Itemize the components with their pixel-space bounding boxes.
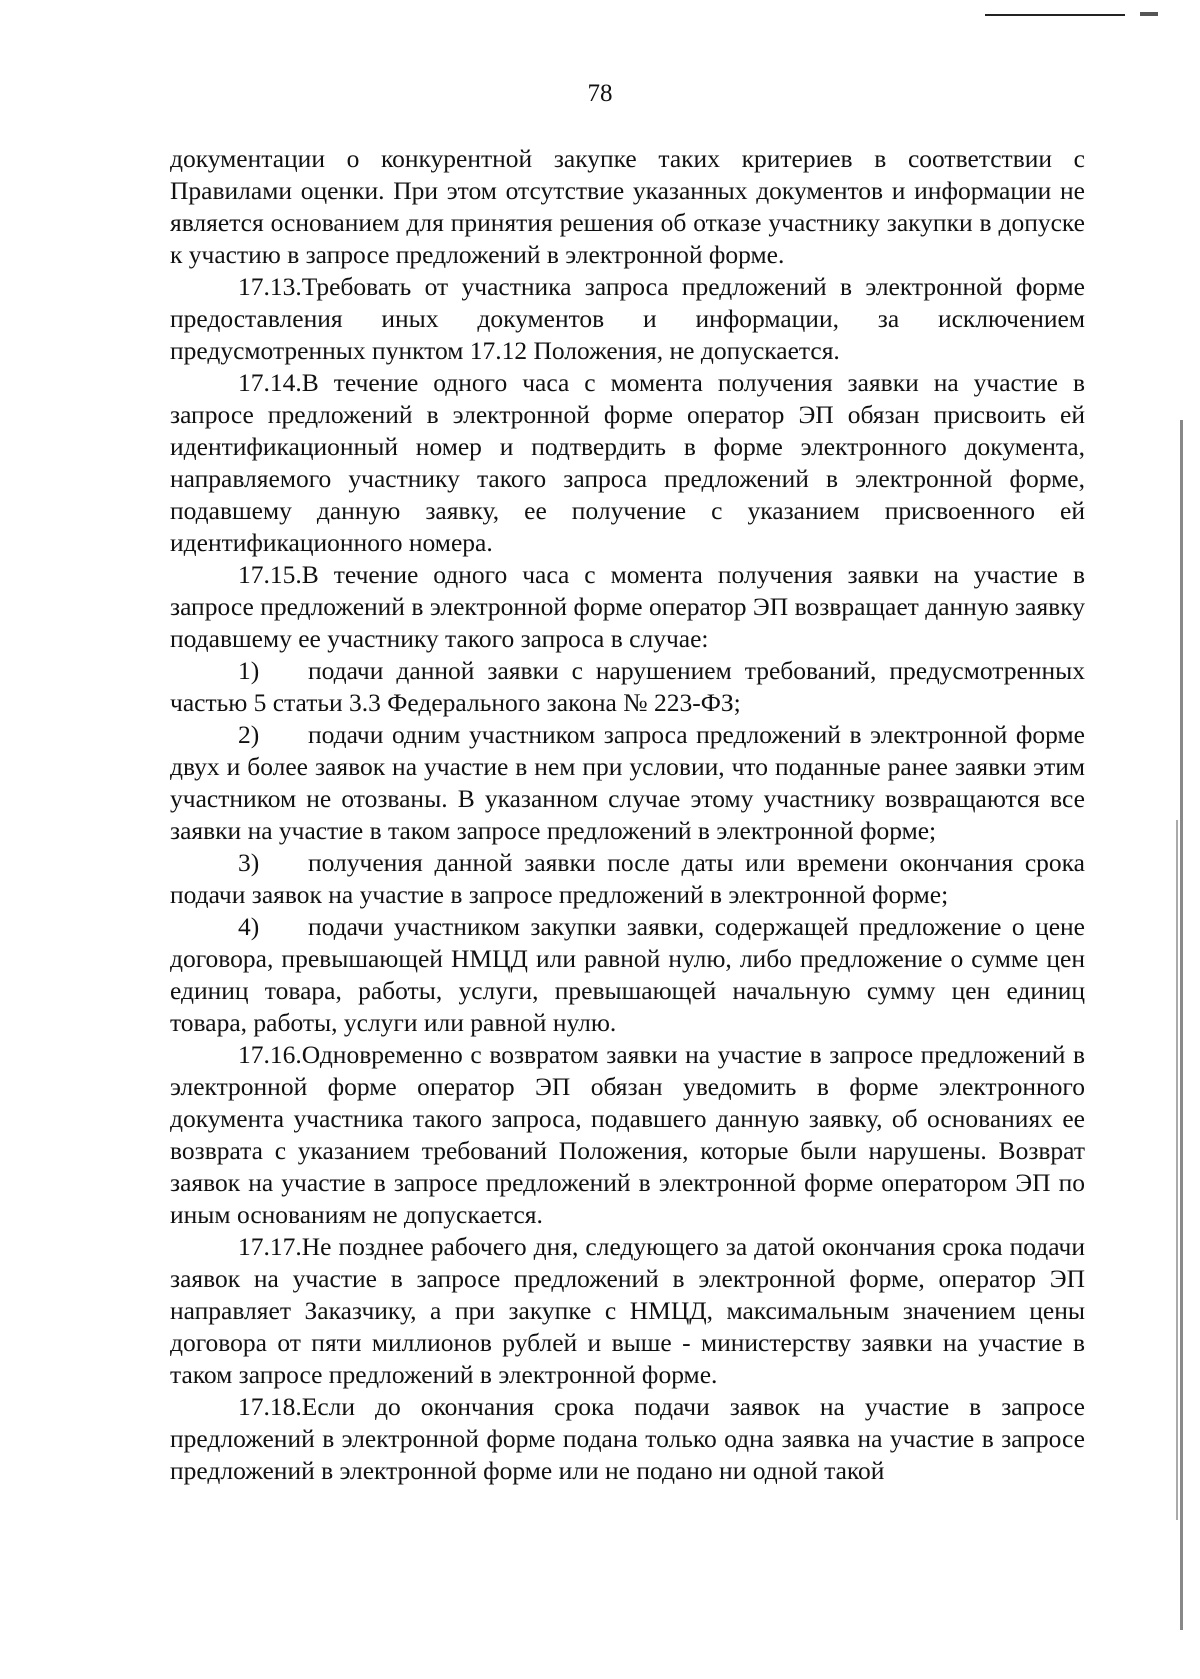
list-item-text: подачи данной заявки с нарушением требований, предусмотренных частью 5 статьи 3.3 Федерального закона № 223-ФЗ; xyxy=(170,656,1085,717)
list-item xyxy=(170,719,1085,847)
paragraph: 17.14.В течение одного часа с момента получения заявки на участие в запросе предложений в электронной форме оператор ЭП обязан присвоить ей идентификационный номер и подтвердить в форме электронного документа, направляемого участнику такого запроса предложений в электронной форме, подавшему данную заявку, ее получение с указанием присвоенного ей идентификационного номера. xyxy=(170,368,1085,557)
list-item-number: 1) xyxy=(238,656,260,685)
paragraph: 17.13.Требовать от участника запроса предложений в электронной форме предоставления иных документов и информации, за исключением предусмотренных пунктом 17.12 Положения, не допускается. xyxy=(170,272,1085,365)
list-item xyxy=(170,655,1085,719)
list-item-text: подачи одним участником запроса предложений в электронной форме двух и более заявок на участие в нем при условии, что поданные ранее заявки этим участником не отозваны. В указанном случае этому участнику возвращаются все заявки на участие в таком запросе предложений в электронной форме; xyxy=(170,720,1085,845)
list-item xyxy=(170,911,1085,1039)
list-item xyxy=(170,847,1085,911)
paragraph: 17.15.В течение одного часа с момента получения заявки на участие в запросе предложений в электронной форме оператор ЭП возвращает данную заявку подавшему ее участнику такого запроса в случае: xyxy=(170,560,1085,653)
paragraph: документации о конкурентной закупке таких критериев в соответствии с Правилами оценки. При этом отсутствие указанных документов и информации не является основанием для принятия решения об отказе участнику закупки в допуске к участию в запросе предложений в электронной форме. xyxy=(170,144,1085,269)
page-number: 78 xyxy=(587,80,613,107)
list-item-text: подачи участником закупки заявки, содержащей предложение о цене договора, превышающей НМЦД или равной нулю, либо предложение о сумме цен единиц товара, работы, услуги, превышающей начальную сумму цен единиц товара, работы, услуги или равной нулю. xyxy=(170,912,1085,1037)
scan-artifact-line xyxy=(985,14,1125,16)
list-item-text: получения данной заявки после даты или времени окончания срока подачи заявок на участие в запросе предложений в электронной форме; xyxy=(170,848,1085,909)
list-item-number: 3) xyxy=(238,848,260,877)
body-text xyxy=(170,143,1085,1487)
scan-edge-shadow xyxy=(1180,420,1183,1630)
list-item-number: 4) xyxy=(238,912,260,941)
scan-edge-shadow-inner xyxy=(1176,820,1178,1520)
paragraph: 17.17.Не позднее рабочего дня, следующего за датой окончания срока подачи заявок на участие в запросе предложений в электронной форме, оператор ЭП направляет Заказчику, а при закупке с НМЦД, максимальным значением цены договора от пяти миллионов рублей и выше - министерству заявки на участие в таком запросе предложений в электронной форме. xyxy=(170,1232,1085,1389)
paragraph: 17.18.Если до окончания срока подачи заявок на участие в запросе предложений в электронной форме подана только одна заявка на участие в запросе предложений в электронной форме или не подано ни одной такой xyxy=(170,1392,1085,1485)
list-item-number: 2) xyxy=(238,720,260,749)
paragraph: 17.16.Одновременно с возвратом заявки на участие в запросе предложений в электронной форме оператор ЭП обязан уведомить в форме электронного документа участника такого запроса, подавшего данную заявку, об основаниях ее возврата с указанием требований Положения, которые были нарушены. Возврат заявок на участие в запросе предложений в электронной форме оператором ЭП по иным основаниям не допускается. xyxy=(170,1040,1085,1229)
scan-artifact-mark xyxy=(1140,12,1158,16)
